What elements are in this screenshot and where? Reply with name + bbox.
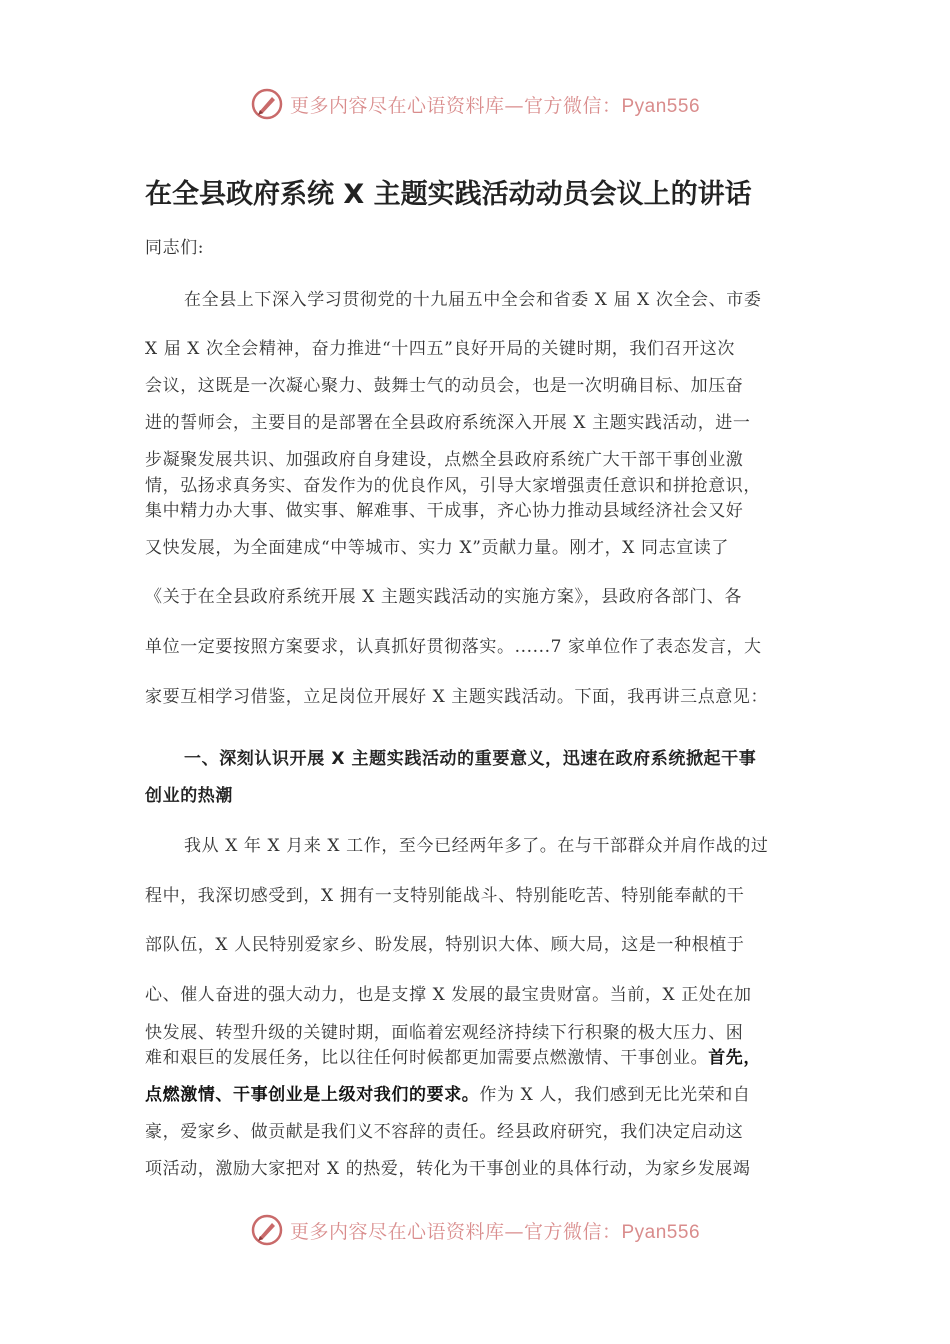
banner-text-cn: 更多内容尽在心语资料库—官方微信： [289,1220,622,1243]
salutation: 同志们: [145,238,205,258]
para2-line: 项活动，激励大家把对 X 的热爱，转化为干事创业的具体行动，为家乡发展竭 [145,1159,751,1179]
section-heading: 创业的热潮 [145,786,233,806]
banner-text-latin: Pyan556 [621,1221,701,1243]
banner-text [290,91,700,118]
para1-line: 集中精力办大事、做实事、解难事、干成事，齐心协力推动县域经济社会又好 [145,501,744,521]
banner-text-cn: 更多内容尽在心语资料库—官方微信： [289,94,622,117]
para1-line: 在全县上下深入学习贯彻党的十九届五中全会和省委 X 届 X 次全会、市委 [184,290,762,310]
top-banner [0,84,950,124]
pen-logo-icon [250,87,284,121]
bottom-banner [0,1210,950,1250]
para1-line: 步凝聚发展共识、加强政府自身建设，点燃全县政府系统广大干部干事创业激 [145,450,744,470]
para2-line: 心、催人奋进的强大动力，也是支撑 X 发展的最宝贵财富。当前，X 正处在加 [145,985,752,1005]
para1-line: 《关于在全县政府系统开展 X 主题实践活动的实施方案》，县政府各部门、各 [145,587,743,607]
para2-line: 我从 X 年 X 月来 X 工作，至今已经两年多了。在与干部群众并肩作战的过 [184,836,769,856]
para2-line: 部队伍，X 人民特别爱家乡、盼发展，特别识大体、顾大局，这是一种根植于 [145,935,745,955]
para1-line: 又快发展，为全面建成“中等城市、实力 X”贡献力量。刚才，X 同志宣读了 [145,538,729,558]
para1-line: 会议，这既是一次凝心聚力、鼓舞士气的动员会，也是一次明确目标、加压奋 [145,376,744,396]
pen-logo-icon [250,1213,284,1247]
banner-text-latin: Pyan556 [621,95,701,117]
bold-run: 首先， [708,1048,762,1068]
para2-line: 程中，我深切感受到，X 拥有一支特别能战斗、特别能吃苦、特别能奉献的干 [145,886,745,906]
para1-line: 进的誓师会，主要目的是部署在全县政府系统深入开展 X 主题实践活动，进一 [145,413,751,433]
para1-line: 情，弘扬求真务实、奋发作为的优良作风，引导大家增强责任意识和拼抢意识， [145,476,761,496]
para1-line: 家要互相学习借鉴，立足岗位开展好 X 主题实践活动。下面，我再讲三点意见： [145,687,769,707]
document-title: 在全县政府系统 X 主题实践活动动员会议上的讲话 [145,179,752,210]
banner-text [290,1217,700,1244]
para1-line: 单位一定要按照方案要求，认真抓好贯彻落实。......7 家单位作了表态发言，大 [145,637,762,657]
section-heading: 一、深刻认识开展 X 主题实践活动的重要意义，迅速在政府系统掀起干事 [184,749,757,769]
para2-line: 快发展、转型升级的关键时期，面临着宏观经济持续下行积聚的极大压力、困 [145,1023,744,1043]
para2-line: 点燃激情、干事创业是上级对我们的要求。作为 X 人，我们感到无比光荣和自 [145,1085,751,1105]
para2-line: 难和艰巨的发展任务，比以往任何时候都更加需要点燃激情、干事创业。首先， [145,1048,762,1068]
bold-run: 点燃激情、干事创业是上级对我们的要求。 [145,1085,480,1105]
para2-line: 豪，爱家乡、做贡献是我们义不容辞的责任。经县政府研究，我们决定启动这 [145,1122,744,1142]
para1-line: X 届 X 次全会精神，奋力推进“十四五”良好开局的关键时期，我们召开这次 [145,339,735,359]
